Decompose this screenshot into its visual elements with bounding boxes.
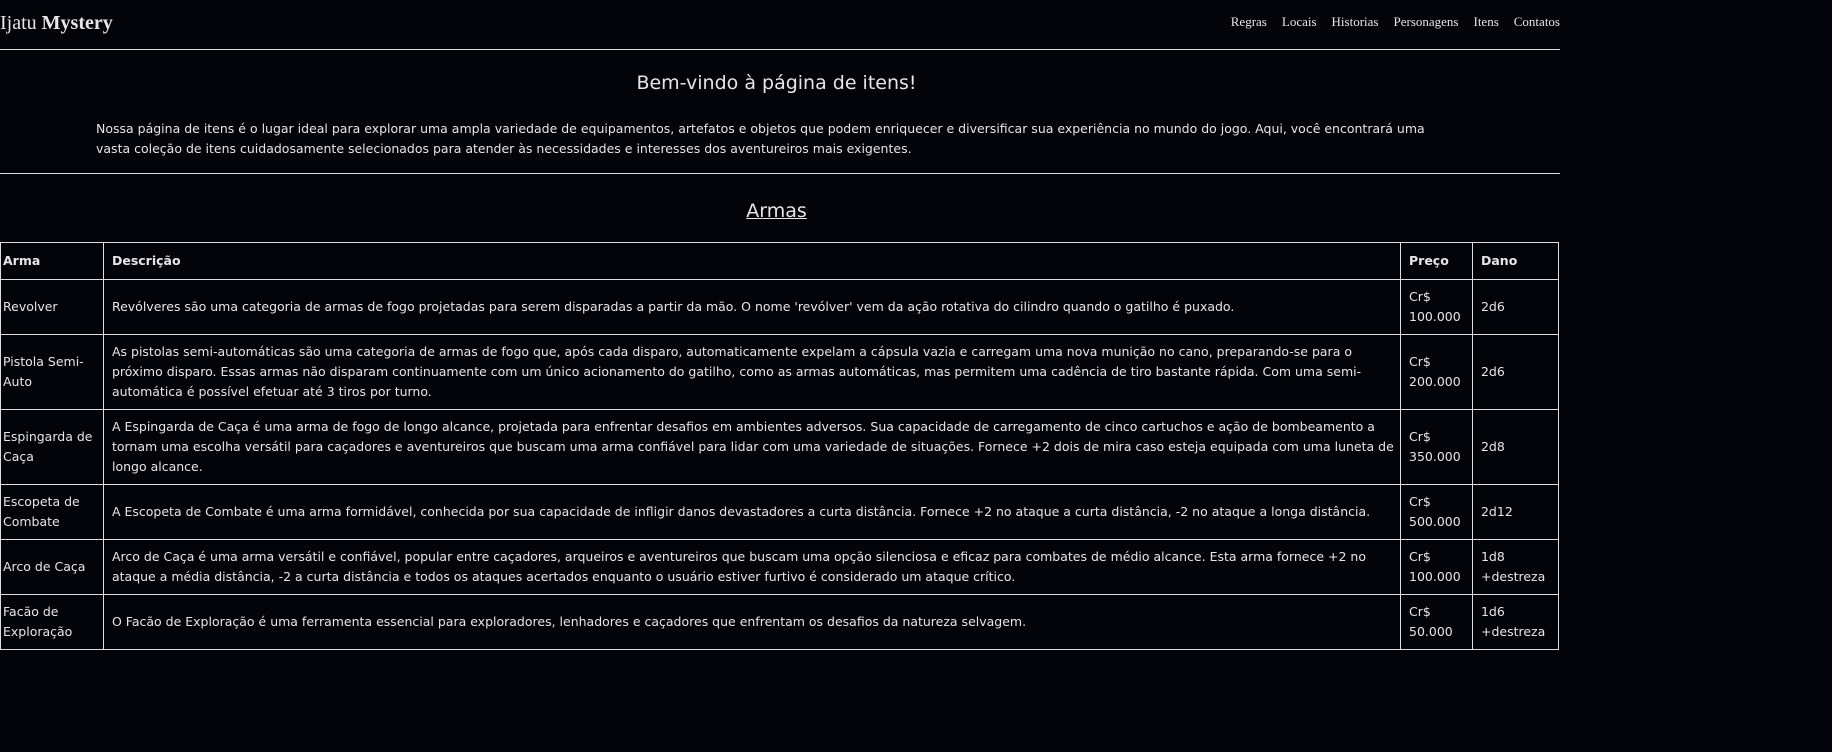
nav-regras[interactable]: Regras: [1230, 14, 1267, 29]
weapon-price: Cr$ 350.000: [1401, 410, 1473, 485]
table-row: [1, 485, 1559, 540]
weapon-name: Pistola Semi-Auto: [1, 335, 104, 410]
weapon-name: Espingarda de Caça: [1, 410, 104, 485]
nav-itens[interactable]: Itens: [1473, 14, 1499, 29]
column-header-descricao: Descrição: [103, 243, 1400, 280]
weapons-table: [0, 242, 1559, 650]
weapon-price: Cr$ 100.000: [1401, 540, 1473, 595]
logo-text-light: Ijatu: [0, 12, 37, 34]
page-title: Bem-vindo à página de itens!: [636, 72, 917, 94]
column-header-dano: Dano: [1472, 243, 1558, 280]
intro-paragraph: Nossa página de itens é o lugar ideal para explorar uma ampla variedade de equipamentos, artefatos e objetos que podem enriquecer e diversificar sua experiência no mundo do jogo. Aqui, você encontrará uma vasta coleção de itens cuidadosamente selecionados para atender às necessidades e interesses dos aventureiros mais exigentes.: [96, 121, 1425, 156]
weapon-name: Escopeta de Combate: [1, 485, 104, 540]
table-header-row: [1, 243, 1559, 280]
weapon-description: A Escopeta de Combate é uma arma formidável, conhecida por sua capacidade de infligir danos devastadores a curta distância. Fornece +2 no ataque a curta distância, -2 no ataque a longa distância.: [103, 485, 1400, 540]
weapon-description: Arco de Caça é uma arma versátil e confiável, popular entre caçadores, arqueiros e aventureiros que buscam uma opção silenciosa e eficaz para combates de médio alcance. Esta arma fornece +2 no ataque a média distância, -2 a curta distância e todos os ataques acertados enquanto o usuário estiver furtivo é considerado um ataque crítico.: [103, 540, 1400, 595]
table-row: [1, 280, 1559, 335]
weapon-name: Facão de Exploração: [1, 595, 104, 650]
weapon-damage: 2d6: [1472, 335, 1558, 410]
nav-locais[interactable]: Locais: [1281, 14, 1317, 29]
table-row: [1, 595, 1559, 650]
weapon-damage: 1d8 +destreza: [1472, 540, 1558, 595]
table-row: [1, 410, 1559, 485]
nav-personagens[interactable]: Personagens: [1393, 14, 1459, 29]
weapon-name: Arco de Caça: [1, 540, 104, 595]
section-title-armas: Armas: [746, 200, 807, 222]
main-nav: [1231, 14, 1560, 30]
weapon-price: Cr$ 200.000: [1401, 335, 1473, 410]
site-header: [0, 0, 1560, 50]
weapon-price: Cr$ 100.000: [1401, 280, 1473, 335]
weapon-description: As pistolas semi-automáticas são uma categoria de armas de fogo que, após cada disparo, automaticamente expelam a cápsula vazia e carregam uma nova munição no cano, preparando-se para o próximo disparo. Essas armas não disparam continuamente com um único acionamento do gatilho, como as armas automáticas, mas permitem uma cadência de tiro bastante rápida. Com uma semi-automática é possível efetuar até 3 tiros por turno.: [103, 335, 1400, 410]
weapon-description: Revólveres são uma categoria de armas de fogo projetadas para serem disparadas a partir da mão. O nome 'revólver' vem da ação rotativa do cilindro quando o gatilho é puxado.: [103, 280, 1400, 335]
nav-contatos[interactable]: Contatos: [1513, 14, 1560, 29]
logo-text-bold: Mystery: [41, 12, 113, 34]
column-header-preco: Preço: [1401, 243, 1473, 280]
weapon-damage: 2d12: [1472, 485, 1558, 540]
table-row: [1, 335, 1559, 410]
table-row: [1, 540, 1559, 595]
divider: [0, 173, 1560, 174]
weapon-damage: 2d8: [1472, 410, 1558, 485]
weapon-description: O Facão de Exploração é uma ferramenta essencial para exploradores, lenhadores e caçadores que enfrentam os desafios da natureza selvagem.: [103, 595, 1400, 650]
weapon-description: A Espingarda de Caça é uma arma de fogo de longo alcance, projetada para enfrentar desafios em ambientes adversos. Sua capacidade de carregamento de cinco cartuchos e ação de bombeamento a tornam uma escolha versátil para caçadores e aventureiros que buscam uma arma confiável para lidar com uma variedade de situações. Fornece +2 dois de mira caso esteja equipada com uma luneta de longo alcance.: [103, 410, 1400, 485]
weapon-damage: 1d6 +destreza: [1472, 595, 1558, 650]
weapon-damage: 2d6: [1472, 280, 1558, 335]
nav-historias[interactable]: Historias: [1331, 14, 1379, 29]
column-header-arma: Arma: [1, 243, 104, 280]
weapon-price: Cr$ 500.000: [1401, 485, 1473, 540]
weapon-price: Cr$ 50.000: [1401, 595, 1473, 650]
site-logo[interactable]: [0, 12, 113, 35]
weapon-name: Revolver: [1, 280, 104, 335]
